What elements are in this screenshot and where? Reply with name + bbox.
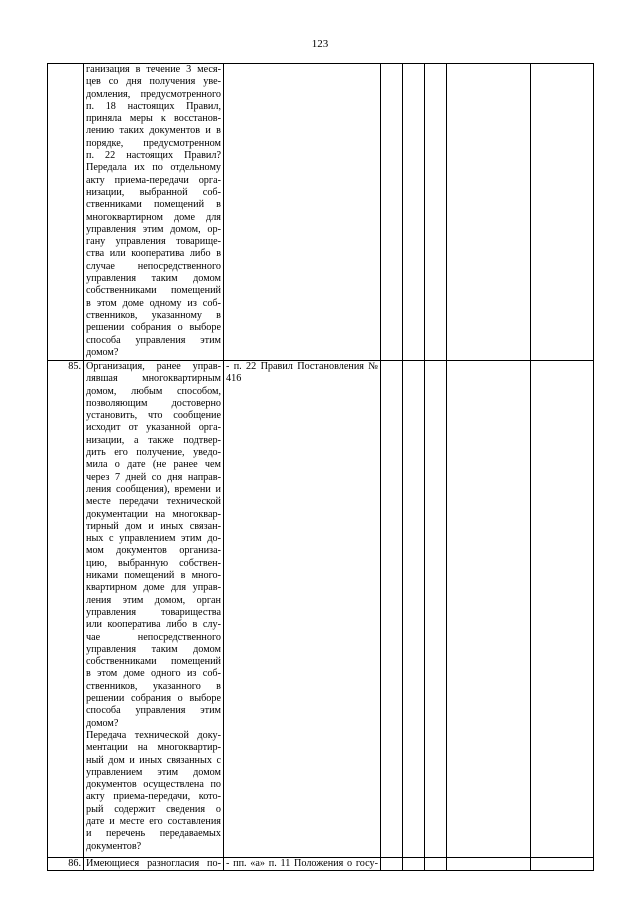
question-line: управления товарищества (86, 606, 221, 618)
question-line: собственниками помещений (86, 285, 221, 297)
question-line: в этом доме одному из соб- (86, 297, 221, 309)
question-line: способа управления этим (86, 705, 221, 717)
question-line: низации, выбранной соб- (86, 186, 221, 198)
question-line: ления этим домом, орган (86, 594, 221, 606)
comment-cell (447, 858, 531, 871)
row-number: 86. (48, 858, 84, 871)
question-line: управлением этим домом (86, 766, 221, 778)
question-line: домом, любым способом, (86, 385, 221, 397)
question-line: ных с управлением этим до- (86, 533, 221, 545)
question-line: Передача технической доку- (86, 729, 221, 741)
question-line: позволяющим достоверно (86, 397, 221, 409)
answer-no-cell (403, 64, 425, 361)
question-line: лению таких документов и в (86, 125, 221, 137)
question-line: и перечень передаваемых (86, 828, 221, 840)
page-number: 123 (311, 38, 329, 50)
question-cell (84, 64, 224, 361)
question-line: ственников, указанному в (86, 309, 221, 321)
question-line: ления сообщения), времени и (86, 483, 221, 495)
question-line: дате и месте его составления (86, 815, 221, 827)
question-line: приняла меры к восстанов- (86, 113, 221, 125)
question-line: цию, выбранную собствен- (86, 557, 221, 569)
answer-no-cell (403, 858, 425, 871)
question-line: порядке, предусмотренном (86, 137, 221, 149)
question-line: способа управления этим (86, 334, 221, 346)
reference-line: 416 (226, 373, 242, 385)
question-line: Имеющиеся разногласия по- (86, 858, 221, 869)
question-line: тирный дом и иных связан- (86, 520, 221, 532)
question-cell (84, 361, 224, 858)
question-line: документации на многоквар- (86, 508, 221, 520)
answer-yes-cell (381, 64, 403, 361)
reference-line: - пп. «а» п. 11 Положения о госу- (226, 858, 378, 869)
question-line: управления таким домом (86, 273, 221, 285)
question-line: мила о дате (не ранее чем (86, 459, 221, 471)
question-line: собственниками помещений (86, 656, 221, 668)
reference-cell (224, 361, 381, 858)
question-line: управления этим домом, ор- (86, 223, 221, 235)
question-line: чае непосредственного (86, 631, 221, 643)
question-line: лявшая многоквартирным (86, 373, 221, 385)
notes-cell (531, 361, 594, 858)
question-line: цев со дня получения уве- (86, 76, 221, 88)
question-line: документов? (86, 840, 142, 852)
question-line: или кооператива либо в слу- (86, 619, 221, 631)
question-line: п. 22 настоящих Правил? (86, 150, 221, 162)
question-line: мом документов организа- (86, 545, 221, 557)
question-line: случае непосредственного (86, 260, 221, 272)
reference-line: - п. 22 Правил Постановления № (226, 361, 378, 372)
table-body (48, 64, 594, 871)
question-cell (84, 858, 224, 871)
question-line: через 7 дней со дня направ- (86, 471, 221, 483)
answer-na-cell (425, 361, 447, 858)
reference-cell (224, 64, 381, 361)
question-line: многоквартирном доме для (86, 211, 221, 223)
answer-yes-cell (381, 858, 403, 871)
question-line: дить его получение, уведо- (86, 447, 221, 459)
question-line: решении собрания о выборе (86, 693, 221, 705)
inspection-checklist-table (47, 63, 594, 871)
question-line: ментации на многоквартир- (86, 742, 221, 754)
row-number (48, 64, 84, 361)
question-line: Передала их по отдельному (86, 162, 221, 174)
question-line: управления таким домом (86, 643, 221, 655)
answer-na-cell (425, 858, 447, 871)
question-line: домом? (86, 346, 119, 358)
question-line: установить, что сообщение (86, 410, 221, 422)
answer-yes-cell (381, 361, 403, 858)
question-line: квартирном доме для управ- (86, 582, 221, 594)
question-line: домления, предусмотренного (86, 88, 221, 100)
question-line: ганизация в течение 3 меся- (86, 64, 221, 75)
comment-cell (447, 361, 531, 858)
comment-cell (447, 64, 531, 361)
notes-cell (531, 858, 594, 871)
question-line: ства или кооператива либо в (86, 248, 221, 260)
row-number: 85. (48, 361, 84, 858)
answer-no-cell (403, 361, 425, 858)
question-line: исходит от указанной орга- (86, 422, 221, 434)
table-row (48, 64, 594, 361)
question-line: документов осуществлена по (86, 779, 221, 791)
answer-na-cell (425, 64, 447, 361)
question-line: Организация, ранее управ- (86, 361, 221, 372)
question-line: ный дом и иных связанных с (86, 754, 221, 766)
notes-cell (531, 64, 594, 361)
question-line: низации, а также подтвер- (86, 434, 221, 446)
question-line: п. 18 настоящих Правил, (86, 100, 221, 112)
question-line: акту приема-передачи, кото- (86, 791, 221, 803)
table-row (48, 361, 594, 858)
question-line: домом? (86, 717, 119, 729)
reference-cell (224, 858, 381, 871)
question-line: никами помещений в много- (86, 570, 221, 582)
question-line: ственниками помещений в (86, 199, 221, 211)
table-row (48, 858, 594, 871)
question-line: рый содержит сведения о (86, 803, 221, 815)
question-line: акту приема-передачи орга- (86, 174, 221, 186)
question-line: гану управления товарище- (86, 236, 221, 248)
question-line: в этом доме одного из соб- (86, 668, 221, 680)
question-line: ственников, указанного в (86, 680, 221, 692)
question-line: решении собрания о выборе (86, 322, 221, 334)
question-line: месте передачи технической (86, 496, 221, 508)
